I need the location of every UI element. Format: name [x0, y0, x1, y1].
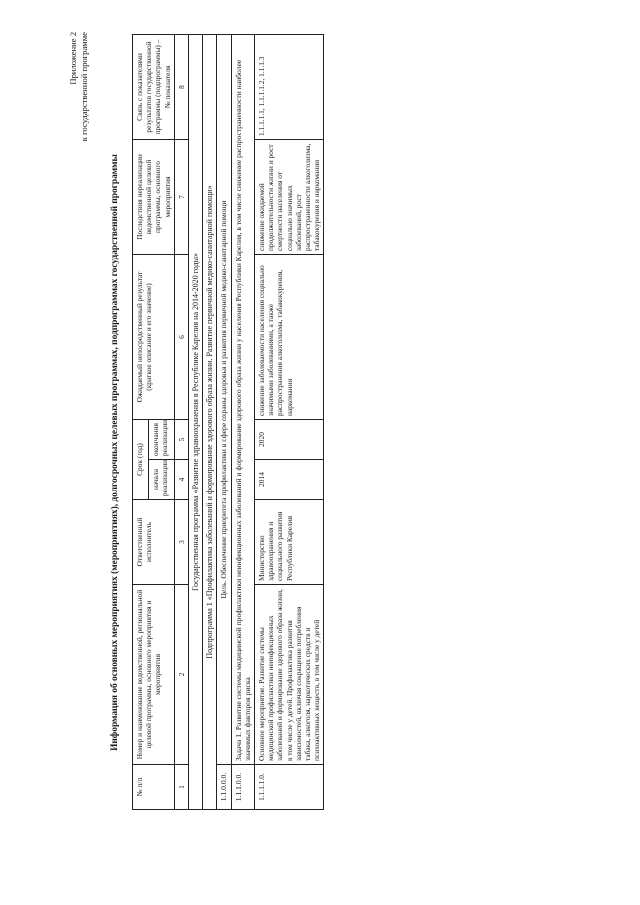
task-row: [231, 35, 254, 810]
column-number-row: [174, 35, 188, 810]
col-number: 2: [174, 585, 188, 765]
annex-line-2: к государственной программе: [79, 32, 89, 142]
row-link: 1.1.1.1.1, 1.1.1.1.2, 1.1.1.3: [255, 35, 324, 140]
row-num: 1.1.1.1.0.: [255, 765, 324, 810]
col-number: 4: [174, 460, 188, 500]
row-start-year: 2014: [255, 460, 324, 500]
col-number: 6: [174, 255, 188, 420]
measures-table: [132, 34, 324, 810]
task-num: 1.1.1.0.0.: [231, 765, 254, 810]
row-end-year: 2020: [255, 420, 324, 460]
header-num: № п/п: [133, 765, 175, 810]
header-result: Ожидаемый непосредственный результат (краткое описание и его значение): [133, 255, 175, 420]
col-number: 8: [174, 35, 188, 140]
col-number: 3: [174, 500, 188, 585]
header-row-1: [133, 35, 149, 810]
col-number: 5: [174, 420, 188, 460]
goal-text: Цель. Обеспечение приоритета профилактики в сфере охраны здоровья и развития первичной медико-санитарной помощи: [217, 35, 231, 765]
header-term-end: окончания реализации: [148, 420, 174, 460]
header-term-start: начала реализации: [148, 460, 174, 500]
goal-num: 1.1.0.0.0.: [217, 765, 231, 810]
document-title: Информация об основных мероприятиях (мероприятиях), долгосрочных целевых программах, подпрограммах государственной программы: [110, 154, 120, 751]
header-name: Номер и наименование ведомственной, региональной целевой программы, основного мероприятия и мероприятия: [133, 585, 175, 765]
goal-row: [217, 35, 231, 810]
header-term: Срок (год): [133, 420, 149, 500]
program-title: Государственная программа «Развитие здравоохранения в Республике Карелия на 2014-2020 годы»: [189, 35, 203, 810]
row-name: Основное мероприятие. Развитие системы медицинской профилактики неинфекционных заболеваний и формирование здорового образа жизни, в том числе у детей. Профилактика развития зависимостей, включая сокращение потребления табака, алкоголя, наркотических средств и психоактивных веществ, в том числе у детей: [255, 585, 324, 765]
annex-header: [68, 32, 90, 141]
table-row: [255, 35, 324, 810]
col-number: 1: [174, 765, 188, 810]
row-executor: Министерство здравоохранения и социального развития Республики Карелия: [255, 500, 324, 585]
annex-line-1: Приложение 2: [68, 32, 78, 85]
header-consequences: Последствия нереализации ведомственной целевой программы, основного мероприятия: [133, 140, 175, 255]
subprogram-title-row: [203, 35, 217, 810]
row-consequences: снижение ожидаемой продолжительности жизни и рост смертности населения от социально значимых заболеваний, рост распространенности алкоголизма, табакокурения и наркомании: [255, 140, 324, 255]
header-executor: Ответственный исполнитель: [133, 500, 175, 585]
subprogram-title: Подпрограмма 1 «Профилактика заболеваний и формирование здорового образа жизни. Развитие первичной медико-санитарной помощи»: [203, 35, 217, 810]
header-link: Связь с показателями результатов государственной программы (подпрограммы) – № показателя: [133, 35, 175, 140]
task-text: Задача 1. Развитие системы медицинской профилактики неинфекционных заболеваний и формирование здорового образа жизни у населения Республики Карелия, в том числе снижение распространенности наиболее значимых факторов риска: [231, 35, 254, 765]
program-title-row: [189, 35, 203, 810]
row-result: снижение заболеваемости населения социально значимыми заболеваниями, а также распространения алкоголизма, табакокурения, наркомании: [255, 255, 324, 420]
col-number: 7: [174, 140, 188, 255]
